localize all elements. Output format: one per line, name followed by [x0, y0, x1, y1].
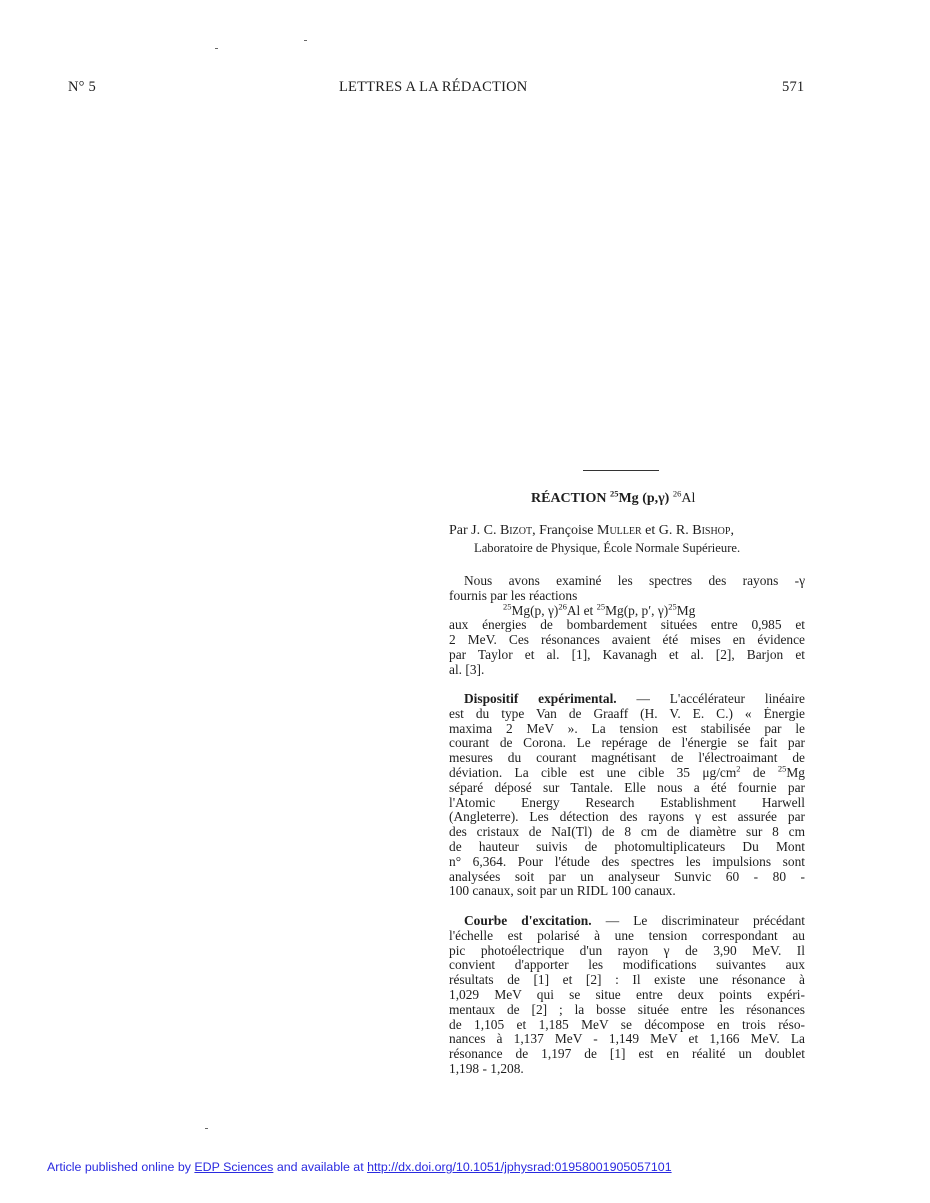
intro-paragraph — [449, 574, 805, 678]
section-separator-rule — [583, 470, 659, 471]
title-element: Al — [681, 491, 696, 506]
text-line: (Angleterre). Les détection des rayons γ est assurée par — [449, 810, 805, 825]
text-line: 1,198 - 1,208. — [449, 1061, 524, 1076]
text-run: déviation. La cible est une cible 35 μg/cm — [449, 765, 737, 780]
text-line: mesures du courant magnétisant de l'électroaimant de — [449, 751, 805, 766]
mass-number: 25 — [777, 765, 787, 774]
text-line: résonance de 1,197 de [1] est en réalité un doublet — [449, 1047, 805, 1062]
section-excitation-curve — [449, 914, 805, 1077]
doi-link[interactable]: http://dx.doi.org/10.1051/jphysrad:01958001905057101 — [367, 1160, 672, 1174]
text-line — [449, 914, 805, 929]
text-line: n° 6,364. Pour l'étude des spectres les impulsions sont — [449, 854, 805, 869]
authors-line — [449, 523, 805, 539]
running-title: LETTRES A LA RÉDACTION — [339, 79, 528, 95]
text-line — [449, 692, 805, 707]
scan-speck — [205, 1128, 208, 1129]
authors-prefix: Par J. C. — [449, 523, 497, 538]
text-line: l'échelle est polarisé à une tension correspondant au — [449, 928, 805, 943]
section-heading: Courbe d'excitation. — [464, 914, 592, 928]
mass-number: 25 — [596, 603, 606, 612]
text-line: courant de Corona. Le repérage de l'énergie se fait par — [449, 736, 805, 751]
author-name: Bizot — [499, 523, 533, 538]
author-name: Muller — [597, 523, 642, 538]
text-line: des cristaux de NaI(Tl) de 8 cm de diamètre sur 8 cm — [449, 825, 805, 840]
text-line: nances à 1,137 MeV - 1,149 MeV et 1,166 MeV. La — [449, 1032, 805, 1047]
text-line: 1,029 MeV qui se situe entre deux points expéri- — [449, 987, 805, 1002]
publication-footer — [47, 1160, 672, 1174]
scan-speck — [304, 40, 307, 41]
text-line: 2 MeV. Ces résonances avaient été mises en évidence — [449, 633, 805, 648]
title-reaction: (p,γ) — [642, 491, 670, 506]
text-line: al. [3]. — [449, 662, 485, 677]
scan-speck — [215, 48, 218, 49]
equation-part: Mg(p, p′, γ) — [605, 603, 669, 618]
reaction-equation — [449, 604, 805, 619]
equation-part: Mg(p, γ) — [511, 603, 559, 618]
text-line: résultats de [1] et [2] : Il existe une résonance à — [449, 973, 805, 988]
mass-number: 25 — [668, 603, 677, 612]
text-line: de 1,105 et 1,185 MeV se décompose en trois réso- — [449, 1017, 805, 1032]
text-line: par Taylor et al. [1], Kavanagh et al. [2], Barjon et — [449, 647, 805, 662]
text-line: convient d'apporter les modifications suivantes aux — [449, 958, 805, 973]
footer-text: Article published online by — [47, 1160, 195, 1174]
text-line: pic photoélectrique d'un rayon γ de 3,90 MeV. Il — [449, 943, 805, 958]
mass-number: 25 — [503, 603, 512, 612]
text-line — [449, 766, 805, 781]
text-line: Nous avons examiné les spectres des rayons -γ — [464, 574, 805, 588]
title-mass-number: 25 — [609, 488, 619, 499]
text-run: de — [740, 765, 778, 780]
text-line: maxima 2 MeV ». La tension est stabilisée par le — [449, 721, 805, 736]
title-element: Mg — [618, 491, 639, 506]
article-title — [531, 488, 696, 507]
text-run: — L'accélérateur linéaire — [616, 692, 805, 706]
text-line: fournis par les réactions — [449, 588, 578, 603]
page-number: 571 — [782, 79, 805, 95]
title-mass-number: 26 — [672, 488, 682, 499]
authors-end: , — [730, 523, 734, 538]
authors-connector: et G. R. — [645, 523, 689, 538]
equation-part: Mg — [676, 603, 696, 618]
text-line: est du type Van de Graaff (H. V. E. C.) « Énergie — [449, 706, 805, 721]
text-line: mentaux de [2] ; la bosse située entre les résonances — [449, 1002, 805, 1017]
text-line: aux énergies de bombardement situées entre 0,985 et — [449, 618, 805, 633]
text-line: de hauteur suivis de photomultiplicateurs Du Mont — [449, 839, 805, 854]
text-line: l'Atomic Energy Research Establishment Harwell — [449, 795, 805, 810]
text-run: Mg — [786, 765, 805, 780]
issue-number: N° 5 — [68, 79, 96, 95]
text-line: analysées soit par un analyseur Sunvic 60 - 80 - — [449, 869, 805, 884]
equation-part: Al et — [566, 603, 594, 618]
edp-sciences-link[interactable]: EDP Sciences — [194, 1160, 274, 1174]
text-line: 100 canaux, soit par un RIDL 100 canaux. — [449, 884, 676, 899]
section-heading: Dispositif expérimental. — [464, 692, 617, 706]
author-name: Bishop — [692, 523, 731, 538]
mass-number: 26 — [558, 603, 567, 612]
title-prefix: RÉACTION — [531, 491, 607, 506]
text-line: séparé déposé sur Tantale. Elle nous a été fournie par — [449, 780, 805, 795]
affiliation: Laboratoire de Physique, École Normale Supérieure. — [474, 541, 741, 555]
section-experimental-setup — [449, 692, 805, 899]
superscript: 2 — [736, 765, 741, 774]
footer-text: and available at — [273, 1160, 368, 1174]
text-run: — Le discriminateur précédant — [591, 914, 805, 928]
author-first-name: , Françoise — [532, 523, 594, 538]
